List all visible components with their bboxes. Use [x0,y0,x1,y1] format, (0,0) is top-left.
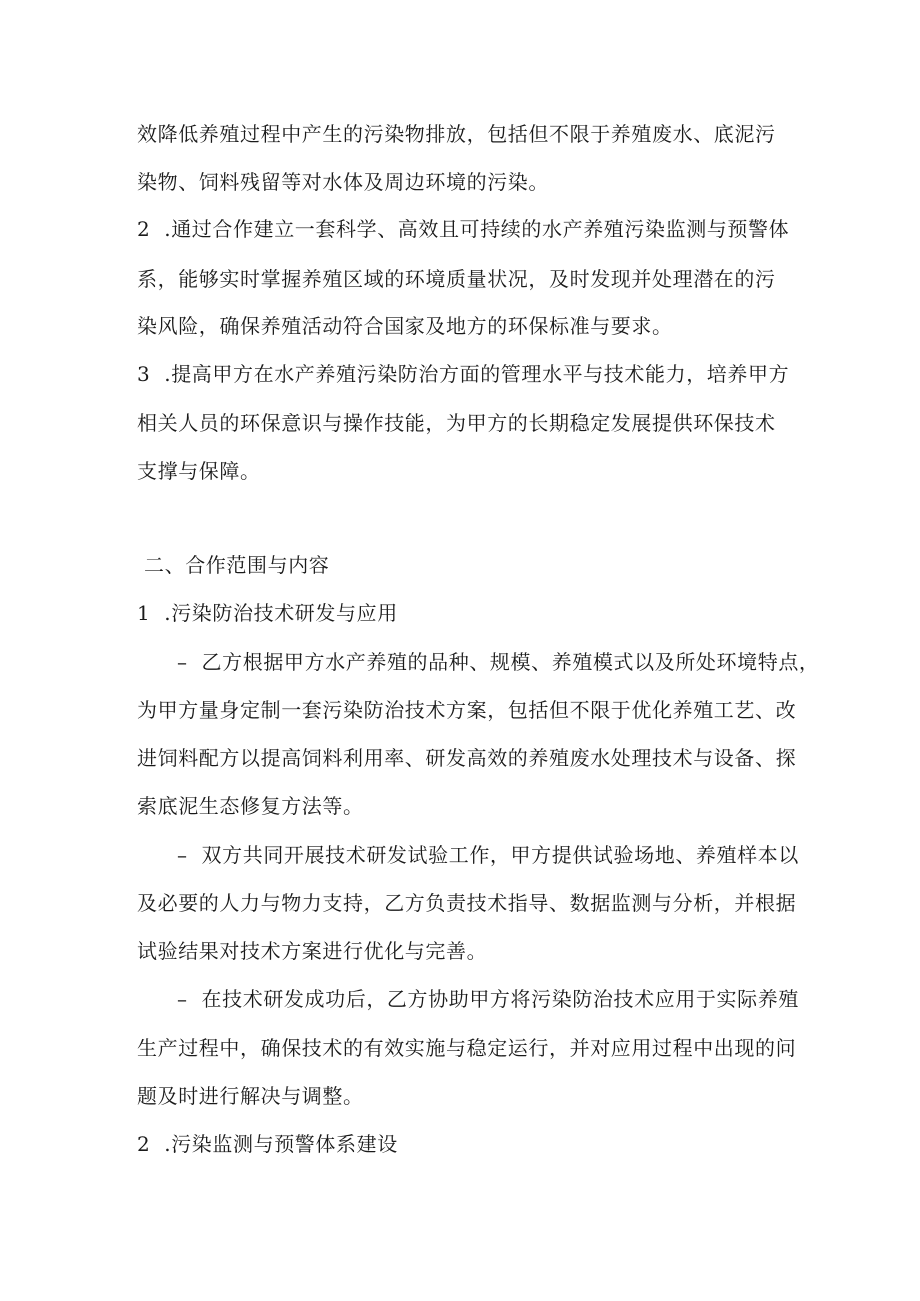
text-line: 题及时进行解决与调整。 [137,1084,364,1108]
text-line: 效降低养殖过程中产生的污染物排放，包括但不限于养殖废水、底泥污 [137,122,776,146]
text-line: 系，能够实时掌握养殖区域的环境质量状况，及时发现并处理潜在的污 [137,267,776,291]
text-line: 索底泥生态修复方法等。 [137,794,364,818]
text-line: 试验结果对技术方案进行优化与完善。 [137,939,488,963]
text-line: 生产过程中，确保技术的有效实施与稳定运行，并对应用过程中出现的问 [137,1036,797,1060]
subsection-heading-2: 2 .污染监测与预警体系建设 [137,1132,398,1156]
list-item-3: 3 .提高甲方在水产养殖污染防治方面的管理水平与技术能力，培养甲方 [137,362,790,386]
bullet-item: – 双方共同开展技术研发试验工作，甲方提供试验场地、养殖样本以 [177,843,799,867]
text-line: 相关人员的环保意识与操作技能，为甲方的长期稳定发展提供环保技术 [137,411,776,435]
text-line: 染物、饲料残留等对水体及周边环境的污染。 [137,170,549,194]
bullet-item: – 在技术研发成功后，乙方协助甲方将污染防治技术应用于实际养殖 [177,987,799,1011]
text-line: 进饲料配方以提高饲料利用率、研发高效的养殖废水处理技术与设备、探 [137,746,797,770]
text-line: 为甲方量身定制一套污染防治技术方案，包括但不限于优化养殖工艺、改 [137,698,797,722]
text-line: 染风险，确保养殖活动符合国家及地方的环保标准与要求。 [137,314,673,338]
text-line: 及必要的人力与物力支持，乙方负责技术指导、数据监测与分析，并根据 [137,891,797,915]
list-item-2: 2 .通过合作建立一套科学、高效且可持续的水产养殖污染监测与预警体 [137,217,790,241]
text-line: 支撑与保障。 [137,459,261,483]
subsection-heading-1: 1 .污染防治技术研发与应用 [137,601,398,625]
bullet-item: – 乙方根据甲方水产养殖的品种、规模、养殖模式以及所处环境特点， [177,650,820,674]
section-heading: 二、合作范围与内容 [144,553,330,577]
